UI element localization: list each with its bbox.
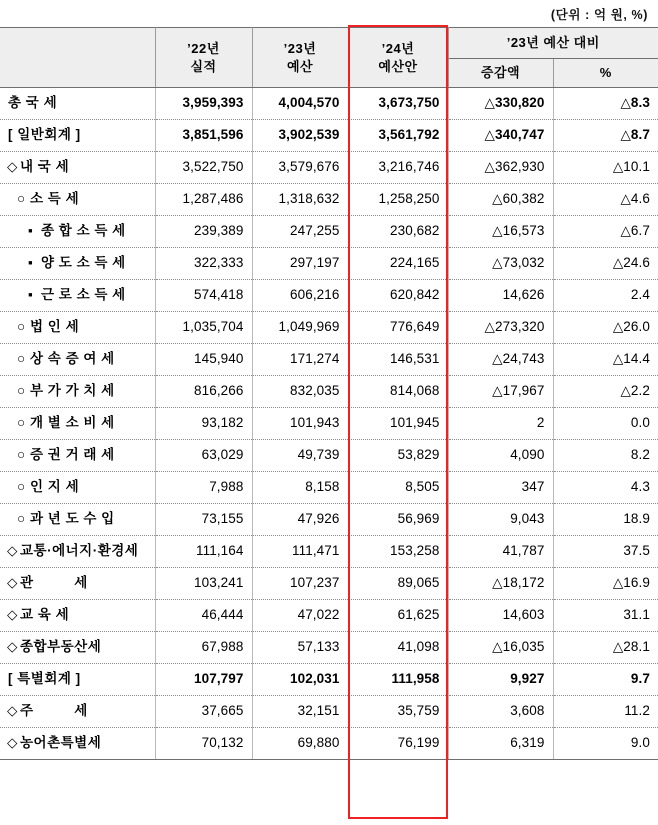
- row-label-text: 총 국 세: [8, 95, 58, 111]
- cell-pct: △24.6: [553, 248, 658, 280]
- row-label-cell: [0, 152, 155, 184]
- cell-y24: 146,531: [348, 344, 448, 376]
- cell-pct: 11.2: [553, 696, 658, 728]
- row-label-text: 내 국 세: [20, 159, 70, 175]
- table-row: [0, 248, 658, 280]
- cell-y24: 56,969: [348, 504, 448, 536]
- table-row: [0, 152, 658, 184]
- cell-y23: 102,031: [252, 664, 348, 696]
- cell-y23: 1,318,632: [252, 184, 348, 216]
- row-label-cell: [0, 312, 155, 344]
- header-col-y22-line2: 실적: [190, 58, 217, 74]
- row-label-cell: [0, 216, 155, 248]
- table-row: [0, 568, 658, 600]
- cell-pct: 4.3: [553, 472, 658, 504]
- square-bullet-icon: ▪: [28, 223, 33, 239]
- table-row: [0, 376, 658, 408]
- cell-pct: △8.3: [553, 88, 658, 120]
- row-label-text: [ 특별회계 ]: [8, 671, 81, 687]
- table-row: [0, 120, 658, 152]
- square-bullet-icon: ▪: [28, 287, 33, 303]
- table-body: [0, 88, 658, 760]
- cell-y22: 103,241: [155, 568, 252, 600]
- cell-y24: 41,098: [348, 632, 448, 664]
- row-label-cell: [0, 376, 155, 408]
- cell-pct: △10.1: [553, 152, 658, 184]
- header-group-compare: ’23년 예산 대비: [448, 28, 658, 59]
- header-col-y24: [348, 28, 448, 88]
- cell-diff: 3,608: [448, 696, 553, 728]
- cell-diff: 2: [448, 408, 553, 440]
- cell-diff: 9,927: [448, 664, 553, 696]
- cell-y23: 107,237: [252, 568, 348, 600]
- diamond-bullet-icon: ◇: [7, 735, 18, 751]
- cell-y23: 606,216: [252, 280, 348, 312]
- cell-y23: 8,158: [252, 472, 348, 504]
- row-label-cell: [0, 664, 155, 696]
- row-label-cell: [0, 632, 155, 664]
- header-col-y22: [155, 28, 252, 88]
- header-row-main: [0, 28, 658, 59]
- row-label-cell: [0, 472, 155, 504]
- cell-diff: △18,172: [448, 568, 553, 600]
- row-label-text: 주 세: [20, 703, 88, 719]
- table-row: [0, 216, 658, 248]
- row-label-cell: [0, 568, 155, 600]
- cell-diff: 9,043: [448, 504, 553, 536]
- cell-y22: 1,287,486: [155, 184, 252, 216]
- circle-bullet-icon: ○: [17, 319, 26, 335]
- cell-diff: 347: [448, 472, 553, 504]
- table-row: [0, 408, 658, 440]
- cell-y23: 47,022: [252, 600, 348, 632]
- header-col-diff: 증감액: [448, 58, 553, 88]
- cell-y23: 47,926: [252, 504, 348, 536]
- table-row: [0, 440, 658, 472]
- cell-pct: △28.1: [553, 632, 658, 664]
- row-label-text: 과 년 도 수 입: [30, 511, 115, 527]
- header-col-y22-line1: ’22년: [187, 41, 220, 56]
- cell-pct: △14.4: [553, 344, 658, 376]
- row-label-cell: [0, 88, 155, 120]
- cell-y23: 49,739: [252, 440, 348, 472]
- cell-y24: 1,258,250: [348, 184, 448, 216]
- diamond-bullet-icon: ◇: [7, 607, 18, 623]
- circle-bullet-icon: ○: [17, 447, 26, 463]
- header-col-y23-line1: ’23년: [283, 41, 317, 56]
- header-col-y24-line2: 예산안: [378, 58, 418, 74]
- cell-diff: 14,603: [448, 600, 553, 632]
- table-row: [0, 664, 658, 696]
- cell-y24: 224,165: [348, 248, 448, 280]
- cell-diff: △273,320: [448, 312, 553, 344]
- table-row: [0, 472, 658, 504]
- cell-y22: 7,988: [155, 472, 252, 504]
- cell-y24: 3,561,792: [348, 120, 448, 152]
- cell-pct: 2.4: [553, 280, 658, 312]
- header-col-pct: %: [553, 58, 658, 88]
- cell-y23: 4,004,570: [252, 88, 348, 120]
- cell-pct: △26.0: [553, 312, 658, 344]
- cell-pct: △8.7: [553, 120, 658, 152]
- cell-y22: 145,940: [155, 344, 252, 376]
- cell-pct: 18.9: [553, 504, 658, 536]
- row-label-text: 종 합 소 득 세: [41, 223, 126, 239]
- row-label-cell: [0, 504, 155, 536]
- row-label-cell: [0, 280, 155, 312]
- table-row: [0, 600, 658, 632]
- cell-pct: △6.7: [553, 216, 658, 248]
- circle-bullet-icon: ○: [17, 191, 26, 207]
- header-blank-cell: [0, 28, 155, 88]
- row-label-cell: [0, 408, 155, 440]
- cell-diff: 4,090: [448, 440, 553, 472]
- cell-y24: 776,649: [348, 312, 448, 344]
- cell-diff: △16,035: [448, 632, 553, 664]
- diamond-bullet-icon: ◇: [7, 639, 18, 655]
- cell-diff: △17,967: [448, 376, 553, 408]
- cell-y24: 620,842: [348, 280, 448, 312]
- diamond-bullet-icon: ◇: [7, 159, 18, 175]
- circle-bullet-icon: ○: [17, 383, 26, 399]
- table-row: [0, 184, 658, 216]
- cell-diff: △73,032: [448, 248, 553, 280]
- cell-y22: 574,418: [155, 280, 252, 312]
- row-label-text: 상 속 증 여 세: [30, 351, 115, 367]
- cell-y22: 93,182: [155, 408, 252, 440]
- cell-diff: △60,382: [448, 184, 553, 216]
- row-label-cell: [0, 440, 155, 472]
- row-label-text: 농어촌특별세: [20, 735, 102, 751]
- row-label-cell: [0, 120, 155, 152]
- row-label-text: 관 세: [20, 575, 88, 591]
- row-label-text: 교 육 세: [20, 607, 70, 623]
- cell-pct: △4.6: [553, 184, 658, 216]
- table-row: [0, 632, 658, 664]
- row-label-text: 부 가 가 치 세: [30, 383, 115, 399]
- cell-diff: △24,743: [448, 344, 553, 376]
- table-row: [0, 504, 658, 536]
- cell-diff: △362,930: [448, 152, 553, 184]
- cell-y23: 111,471: [252, 536, 348, 568]
- cell-y24: 814,068: [348, 376, 448, 408]
- cell-y23: 297,197: [252, 248, 348, 280]
- cell-y24: 35,759: [348, 696, 448, 728]
- diamond-bullet-icon: ◇: [7, 703, 18, 719]
- cell-y23: 3,902,539: [252, 120, 348, 152]
- table-row: [0, 728, 658, 760]
- row-label-cell: [0, 600, 155, 632]
- row-label-text: 인 지 세: [30, 479, 80, 495]
- cell-y24: 8,505: [348, 472, 448, 504]
- diamond-bullet-icon: ◇: [7, 575, 18, 591]
- row-label-text: [ 일반회계 ]: [8, 127, 81, 143]
- table-row: [0, 536, 658, 568]
- cell-diff: 6,319: [448, 728, 553, 760]
- circle-bullet-icon: ○: [17, 479, 26, 495]
- cell-y24: 76,199: [348, 728, 448, 760]
- cell-y23: 247,255: [252, 216, 348, 248]
- cell-y22: 816,266: [155, 376, 252, 408]
- row-label-text: 양 도 소 득 세: [41, 255, 126, 271]
- cell-y24: 89,065: [348, 568, 448, 600]
- circle-bullet-icon: ○: [17, 415, 26, 431]
- row-label-cell: [0, 344, 155, 376]
- table-row: [0, 88, 658, 120]
- row-label-text: 근 로 소 득 세: [41, 287, 126, 303]
- square-bullet-icon: ▪: [28, 255, 33, 271]
- cell-y22: 46,444: [155, 600, 252, 632]
- table-header: [0, 28, 658, 88]
- cell-y22: 70,132: [155, 728, 252, 760]
- circle-bullet-icon: ○: [17, 511, 26, 527]
- table-row: [0, 312, 658, 344]
- row-label-text: 교통·에너지·환경세: [20, 543, 139, 559]
- row-label-text: 개 별 소 비 세: [30, 415, 115, 431]
- cell-diff: △16,573: [448, 216, 553, 248]
- cell-y23: 1,049,969: [252, 312, 348, 344]
- cell-pct: △2.2: [553, 376, 658, 408]
- unit-note: (단위 : 억 원, %): [550, 8, 648, 22]
- cell-pct: 0.0: [553, 408, 658, 440]
- cell-y24: 230,682: [348, 216, 448, 248]
- cell-pct: △16.9: [553, 568, 658, 600]
- cell-diff: 41,787: [448, 536, 553, 568]
- cell-pct: 9.7: [553, 664, 658, 696]
- national-tax-budget-table: [0, 27, 658, 760]
- cell-y22: 3,851,596: [155, 120, 252, 152]
- cell-y23: 69,880: [252, 728, 348, 760]
- cell-y23: 171,274: [252, 344, 348, 376]
- table-row: [0, 696, 658, 728]
- cell-y22: 107,797: [155, 664, 252, 696]
- cell-y22: 63,029: [155, 440, 252, 472]
- row-label-cell: [0, 184, 155, 216]
- row-label-text: 법 인 세: [30, 319, 80, 335]
- table-row: [0, 344, 658, 376]
- cell-y23: 3,579,676: [252, 152, 348, 184]
- row-label-text: 증 권 거 래 세: [30, 447, 115, 463]
- cell-y22: 37,665: [155, 696, 252, 728]
- cell-y24: 111,958: [348, 664, 448, 696]
- cell-pct: 31.1: [553, 600, 658, 632]
- diamond-bullet-icon: ◇: [7, 543, 18, 559]
- cell-pct: 9.0: [553, 728, 658, 760]
- cell-diff: 14,626: [448, 280, 553, 312]
- cell-diff: △330,820: [448, 88, 553, 120]
- cell-y22: 322,333: [155, 248, 252, 280]
- cell-y22: 3,959,393: [155, 88, 252, 120]
- cell-y24: 3,216,746: [348, 152, 448, 184]
- cell-y23: 32,151: [252, 696, 348, 728]
- cell-y22: 67,988: [155, 632, 252, 664]
- row-label-text: 종합부동산세: [20, 639, 102, 655]
- header-col-y23-line2: 예산: [286, 58, 314, 74]
- row-label-cell: [0, 728, 155, 760]
- cell-y24: 61,625: [348, 600, 448, 632]
- cell-pct: 8.2: [553, 440, 658, 472]
- row-label-cell: [0, 536, 155, 568]
- cell-y22: 73,155: [155, 504, 252, 536]
- cell-pct: 37.5: [553, 536, 658, 568]
- cell-y24: 153,258: [348, 536, 448, 568]
- cell-y22: 239,389: [155, 216, 252, 248]
- row-label-cell: [0, 248, 155, 280]
- cell-diff: △340,747: [448, 120, 553, 152]
- cell-y22: 111,164: [155, 536, 252, 568]
- circle-bullet-icon: ○: [17, 351, 26, 367]
- cell-y23: 832,035: [252, 376, 348, 408]
- cell-y22: 1,035,704: [155, 312, 252, 344]
- cell-y24: 53,829: [348, 440, 448, 472]
- table-row: [0, 280, 658, 312]
- cell-y23: 57,133: [252, 632, 348, 664]
- cell-y24: 101,945: [348, 408, 448, 440]
- header-col-y23: [252, 28, 348, 88]
- cell-y23: 101,943: [252, 408, 348, 440]
- header-col-y24-line1: ’24년: [381, 41, 415, 56]
- row-label-cell: [0, 696, 155, 728]
- row-label-text: 소 득 세: [30, 191, 80, 207]
- cell-y24: 3,673,750: [348, 88, 448, 120]
- cell-y22: 3,522,750: [155, 152, 252, 184]
